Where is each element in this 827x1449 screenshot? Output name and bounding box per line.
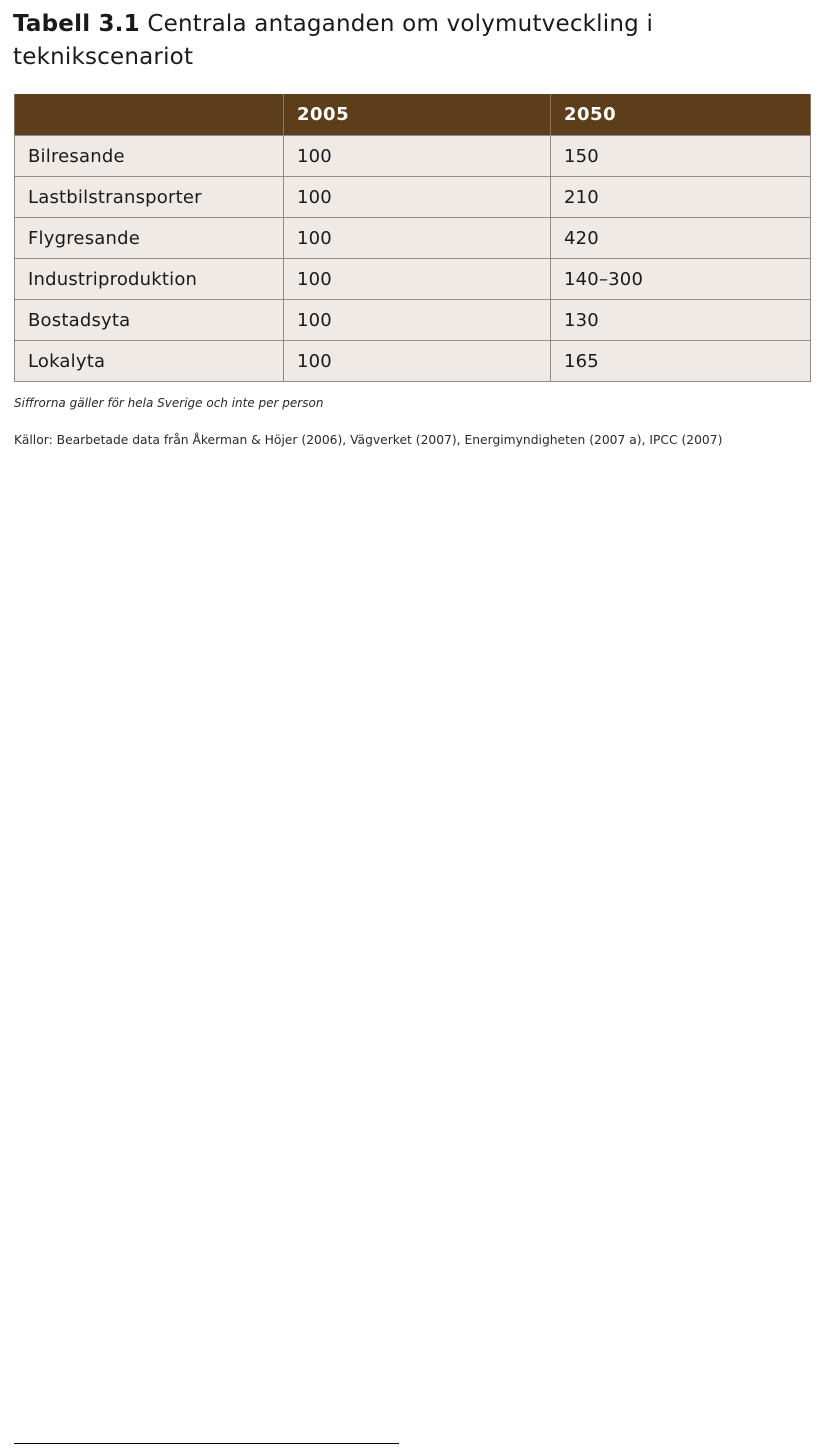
table-row bbox=[15, 218, 811, 259]
table-caption: Centrala antaganden om volymutveckling i teknikscenariot bbox=[13, 11, 654, 70]
value-2005: 100 bbox=[284, 259, 551, 300]
value-2005: 100 bbox=[284, 218, 551, 259]
row-label: Lokalyta bbox=[15, 341, 284, 382]
row-label: Industriproduktion bbox=[15, 259, 284, 300]
table-row bbox=[15, 300, 811, 341]
table-header-row bbox=[15, 94, 811, 136]
value-2050: 140–300 bbox=[551, 259, 811, 300]
column-header-category bbox=[15, 94, 284, 136]
table-source: Källor: Bearbetade data från Åkerman & Höjer (2006), Vägverket (2007), Energimyndigheten (2007 a), IPCC (2007) bbox=[14, 433, 723, 447]
table-number: Tabell 3.1 bbox=[13, 11, 140, 37]
value-2005: 100 bbox=[284, 177, 551, 218]
row-label: Lastbilstransporter bbox=[15, 177, 284, 218]
value-2050: 210 bbox=[551, 177, 811, 218]
table-note: Siffrorna gäller för hela Sverige och inte per person bbox=[14, 396, 324, 410]
row-label: Bilresande bbox=[15, 136, 284, 177]
column-header-2005: 2005 bbox=[284, 94, 551, 136]
value-2050: 130 bbox=[551, 300, 811, 341]
footnote-divider bbox=[14, 1443, 399, 1444]
value-2005: 100 bbox=[284, 300, 551, 341]
column-header-2050: 2050 bbox=[551, 94, 811, 136]
row-label: Flygresande bbox=[15, 218, 284, 259]
table-row bbox=[15, 177, 811, 218]
table-row bbox=[15, 136, 811, 177]
volume-table bbox=[14, 94, 811, 382]
value-2050: 420 bbox=[551, 218, 811, 259]
table-title bbox=[13, 8, 813, 74]
table-row bbox=[15, 341, 811, 382]
value-2005: 100 bbox=[284, 341, 551, 382]
value-2050: 165 bbox=[551, 341, 811, 382]
row-label: Bostadsyta bbox=[15, 300, 284, 341]
table-row bbox=[15, 259, 811, 300]
value-2050: 150 bbox=[551, 136, 811, 177]
value-2005: 100 bbox=[284, 136, 551, 177]
